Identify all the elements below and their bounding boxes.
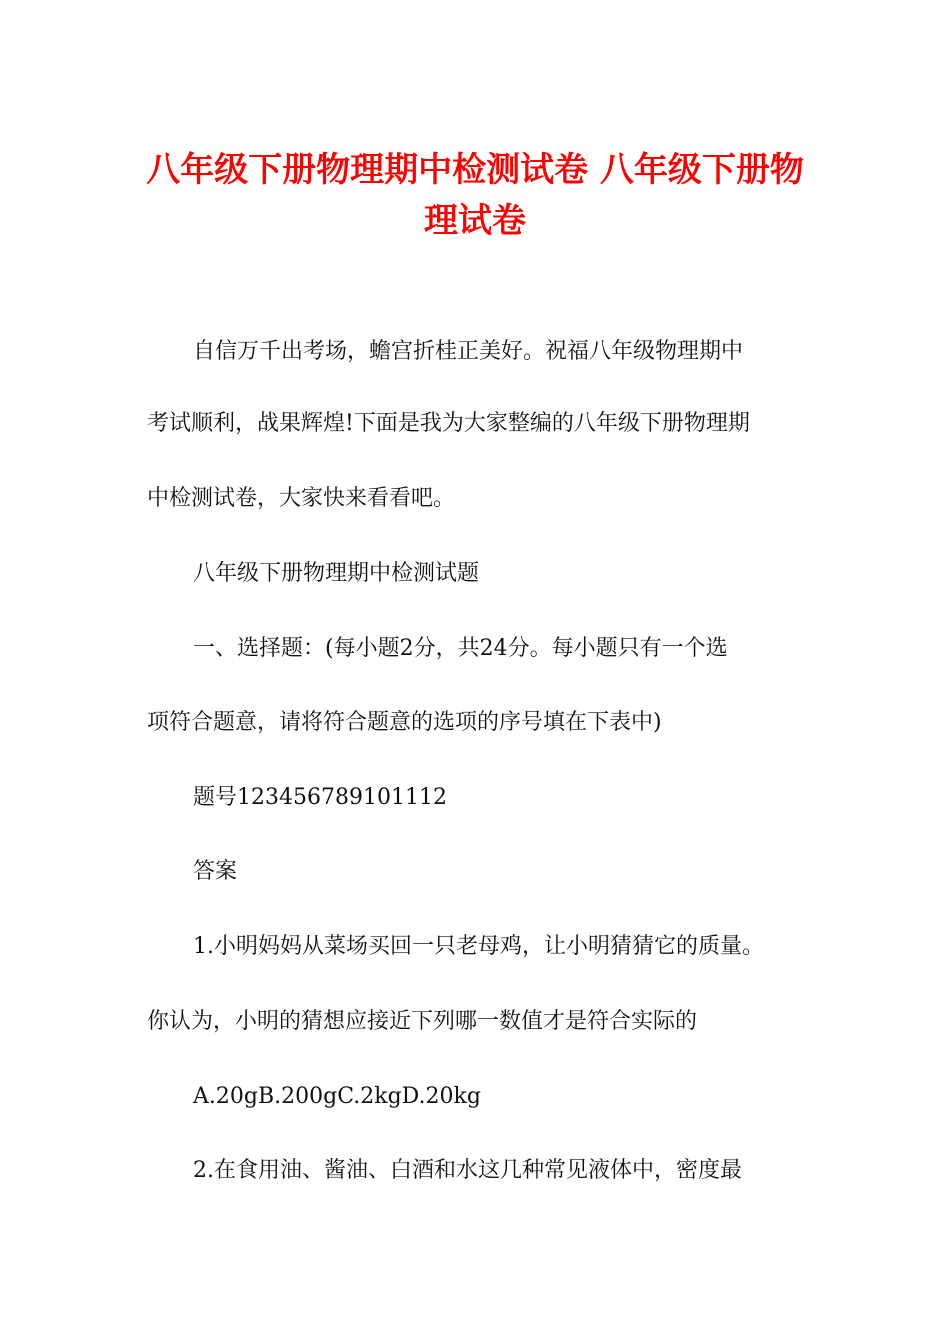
- document-title-line-1: 八年级下册物理期中检测试卷 八年级下册物: [146, 150, 804, 190]
- section-heading: 八年级下册物理期中检测试题: [193, 561, 480, 586]
- answer-table-answer-row: 答案: [193, 859, 238, 884]
- answer-table-header-row: 题号123456789101112: [193, 785, 447, 810]
- question-2-line-1: 2.在食用油、酱油、白酒和水这几种常见液体中，密度最: [193, 1158, 742, 1183]
- question-instructions-line-1: 一、选择题：(每小题2分，共24分。每小题只有一个选: [193, 636, 728, 661]
- intro-paragraph-line-3: 中检测试卷，大家快来看看吧。: [147, 486, 456, 511]
- document-title-line-2: 理试卷: [424, 201, 526, 241]
- question-1-line-1: 1.小明妈妈从菜场买回一只老母鸡，让小明猜猜它的质量。: [193, 934, 764, 959]
- question-1-line-2: 你认为，小明的猜想应接近下列哪一数值才是符合实际的: [147, 1009, 698, 1034]
- question-1-options: A.20gB.200gC.2kgD.20kg: [193, 1084, 481, 1109]
- intro-paragraph-line-1: 自信万千出考场，蟾宫折桂正美好。祝福八年级物理期中: [193, 339, 744, 364]
- question-instructions-line-2: 项符合题意，请将符合题意的选项的序号填在下表中): [147, 710, 662, 735]
- intro-paragraph-line-2: 考试顺利，战果辉煌!下面是我为大家整编的八年级下册物理期: [147, 411, 750, 436]
